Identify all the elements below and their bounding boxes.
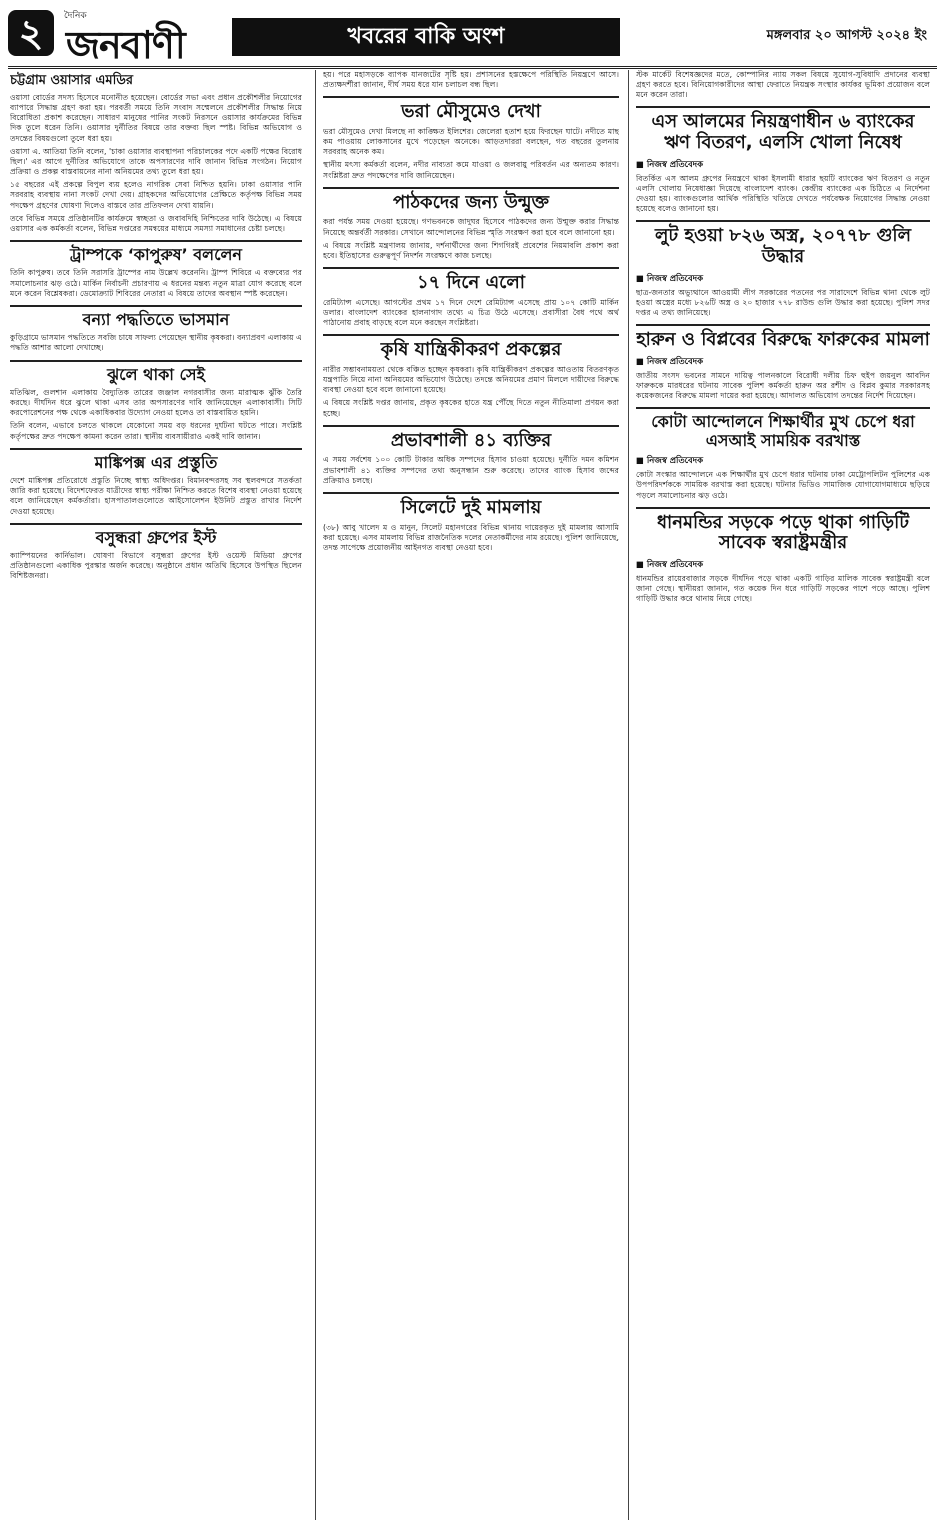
article <box>323 334 619 418</box>
article-byline: ■ নিজস্ব প্রতিবেদক <box>636 356 703 366</box>
article <box>323 492 619 553</box>
article <box>636 220 930 318</box>
article-paragraph: (৩৮) আবু খালেদ ম ও মানুন, সিলেট মহানগরের বিভিন্ন থানায় দায়েরকৃত দুই মামলায় আসামি করা হয়েছে। এসব মামলায় বিভিন্ন রাজনৈতিক দলের নেতাকর্মীদের নাম রয়েছে। পুলিশ জানিয়েছে, তদন্ত সাপেক্ষে প্রয়োজনীয় আইনগত ব্যবস্থা নেওয়া হবে। <box>323 522 619 552</box>
article-headline: বন্যা পদ্ধতিতে ভাসমান <box>82 309 230 329</box>
article-paragraph: তিনি কাপুরুষ। তবে তিনি সরাসরি ট্রাম্পের নাম উল্লেখ করেননি। ট্রাম্প শিবিরে এ বক্তব্যের পর সমালোচনার ঝড় ওঠে। মার্কিন নির্বাচনী প্রচারণায় এ ধরনের মন্তব্য নতুন মাত্রা যোগ করেছে বলে মনে করেন বিশ্লেষকরা। ডেমোক্র্যাট শিবিরের নেতারা এ বিষয়ে তাদের অবস্থান স্পষ্ট করেছেন। <box>10 268 302 298</box>
article-rule <box>323 267 619 269</box>
article <box>323 267 619 328</box>
article <box>636 407 930 500</box>
article-paragraph: কুড়িগ্রামে ভাসমান পদ্ধতিতে সবজি চাষে সাফল্য পেয়েছেন স্থানীয় কৃষকরা। বন্যাপ্রবণ এলাকায় এ পদ্ধতি আশার আলো দেখাচ্ছে। <box>10 333 302 353</box>
article-headline: ১৭ দিনে এলো <box>416 272 526 294</box>
article-rule <box>323 492 619 494</box>
article <box>10 360 302 442</box>
article <box>323 187 619 261</box>
column-3 <box>636 70 930 1520</box>
article-paragraph: তবে বিভিন্ন সময়ে প্রতিষ্ঠানটির কার্যক্রমে স্বচ্ছতা ও জবাবদিহি নিশ্চিতের দাবি উঠেছে। এ বিষয়ে ওয়াসার এক কর্মকর্তা বলেন, বিভিন্ন দপ্তরের সমন্বয়ের মাধ্যমে সমস্যা সমাধানের চেষ্টা চলছে। <box>10 213 302 233</box>
article-rule <box>636 324 930 326</box>
article-byline: ■ নিজস্ব প্রতিবেদক <box>636 158 703 169</box>
brand-name: জনবাণী <box>66 22 185 67</box>
article-paragraph: রেমিট্যান্স এসেছে। আগস্টের প্রথম ১৭ দিনে দেশে রেমিট্যান্স এসেছে প্রায় ১০৭ কোটি মার্কিন ডলার। বাংলাদেশ ব্যাংকের হালনাগাদ তথ্যে এ চিত্র উঠে এসেছে। প্রবাসীরা বৈধ পথে অর্থ পাঠানোয় প্রবাহ বাড়ছে বলে মনে করছেন সংশ্লিষ্টরা। <box>323 297 619 328</box>
article <box>636 507 930 605</box>
article-headline: কৃষি যান্ত্রিকীকরণ প্রকল্পের <box>380 339 562 361</box>
issue-date: মঙ্গলবার ২০ আগস্ট ২০২৪ ইং <box>766 28 927 43</box>
article-headline: প্রভাবশালী ৪১ ব্যক্তির <box>390 429 552 451</box>
article-paragraph: ছাত্র-জনতার অভ্যুত্থানে আওয়ামী লীগ সরকারের পতনের পর সারাদেশে বিভিন্ন থানা থেকে লুট হওয়া অস্ত্রের মধ্যে ৮২৬টি অস্ত্র ও ২০ হাজার ৭৭৮ রাউন্ড গুলি উদ্ধার করা হয়েছে। পুলিশ সদর দপ্তর এ তথ্য জানিয়েছে। <box>636 287 930 318</box>
article-paragraph: দেশে মাঙ্কিপক্স প্রতিরোধে প্রস্তুতি নিচ্ছে স্বাস্থ্য অধিদপ্তর। বিমানবন্দরসহ সব স্থলবন্দরে সতর্কতা জারি করা হয়েছে। বিদেশফেরত যাত্রীদের স্বাস্থ্য পরীক্ষা নিশ্চিত করতে বিশেষ ব্যবস্থা নেওয়া হয়েছে বলে জানিয়েছেন কর্মকর্তারা। হাসপাতালগুলোতে আইসোলেশন ইউনিট প্রস্তুত রাখার নির্দেশ দেওয়া হয়েছে। <box>10 476 302 516</box>
article-rule <box>323 334 619 336</box>
article <box>10 523 302 582</box>
article <box>10 448 302 517</box>
article <box>636 324 930 401</box>
article-rule <box>323 425 619 427</box>
column-divider <box>628 70 629 1520</box>
article-headline: ঝুলে থাকা সেই <box>107 364 205 384</box>
article-rule <box>636 106 930 108</box>
article-paragraph: তিনি বলেন, এভাবে চলতে থাকলে যেকোনো সময় বড় ধরনের দুর্ঘটনা ঘটতে পারে। সংশ্লিষ্ট কর্তৃপক্ষের দ্রুত পদক্ষেপ কামনা করেন তারা। স্থানীয় ব্যবসায়ীরাও একই দাবি জানান। <box>10 421 302 441</box>
article-paragraph: জাতীয় সংসদ ভবনের সামনে দায়িত্ব পালনকালে বিরোধী দলীয় চিফ হুইপ জয়নুল আবদিন ফারুককে মারধরের ঘটনায় সাবেক পুলিশ কর্মকর্তা হারুন অর রশীদ ও বিপ্লব কুমার সরকারসহ কয়েকজনের বিরুদ্ধে মামলা দায়ের করা হয়েছে। আদালত অভিযোগ তদন্তের নির্দেশ দিয়েছেন। <box>636 371 930 401</box>
article-headline: কোটা আন্দোলনে শিক্ষার্থীর মুখ চেপে ধরা এসআই সাময়িক বরখাস্ত <box>651 412 915 450</box>
article-headline: চট্টগ্রাম ওয়াসার এমডির <box>10 73 134 88</box>
article-paragraph: করা পর্যন্ত সময় দেওয়া হয়েছে। গণভবনকে জাদুঘর হিসেবে পাঠকদের জন্য উন্মুক্ত করার সিদ্ধান্ত নিয়েছে অন্তর্বর্তী সরকার। সেখানে আন্দোলনের বিভিন্ন স্মৃতি সংরক্ষণ করা হবে বলে জানানো হয়। <box>323 217 619 237</box>
article <box>10 240 302 299</box>
article-paragraph: স্থানীয় মৎস্য কর্মকর্তা বলেন, নদীর নাব্যতা কমে যাওয়া ও জলবায়ু পরিবর্তন এর অন্যতম কারণ। সংশ্লিষ্টরা দ্রুত পদক্ষেপের দাবি জানিয়েছেন। <box>323 160 619 180</box>
article-rule <box>10 523 302 525</box>
article <box>636 70 930 100</box>
newspaper-logo <box>60 8 222 67</box>
article-headline: ভরা মৌসুমেও দেখা <box>401 101 541 123</box>
article-paragraph: মতিঝিল, গুলশান এলাকায় বৈদ্যুতিক তারের জঞ্জাল নগরবাসীর জন্য মারাত্মক ঝুঁকি তৈরি করছে। দীর্ঘদিন ধরে ঝুলে থাকা এসব তার অপসারণের দাবি জানিয়েছেন এলাকাবাসী। সিটি করপোরেশনের পক্ষ থেকে একাধিকবার উদ্যোগ নেওয়া হলেও তা বাস্তবায়িত হয়নি। <box>10 387 302 418</box>
article-rule <box>10 360 302 362</box>
article <box>323 425 619 486</box>
article-paragraph: কোটা সংস্কার আন্দোলনে এক শিক্ষার্থীর মুখ চেপে ধরার ঘটনায় ঢাকা মেট্রোপলিটন পুলিশের এক উপপরিদর্শককে সাময়িক বরখাস্ত করা হয়েছে। ঘটনার ভিডিও সামাজিক যোগাযোগমাধ্যমে ছড়িয়ে পড়লে সমালোচনার ঝড় ওঠে। <box>636 470 930 500</box>
article-rule <box>636 407 930 409</box>
article-rule <box>636 220 930 222</box>
article-rule <box>323 96 619 98</box>
brand-small-label: দৈনিক <box>64 11 87 21</box>
article-headline: বসুন্ধরা গ্রুপের ইস্ট <box>95 527 217 547</box>
article-paragraph: ১৫ বছরের এই প্রকল্পে বিপুল ব্যয় হলেও নাগরিক সেবা নিশ্চিত হয়নি। ঢাকা ওয়াসার পানি সরবরাহ ব্যবস্থায় নানা সংকট দেখা দেয়। গ্রাহকদের অভিযোগের প্রেক্ষিতে কর্তৃপক্ষ বিভিন্ন সময় পদক্ষেপ গ্রহণের ঘোষণা দিলেও বাস্তবে তার প্রতিফলন দেখা যায়নি। <box>10 180 302 210</box>
article-paragraph: ক্যাম্পিয়নের কার্নিভাল। ঘোষণা বিভাগে বসুন্ধরা গ্রুপের ইস্ট ওয়েস্ট মিডিয়া গ্রুপের প্রতিষ্ঠানগুলো একাধিক পুরস্কার অর্জন করেছে। অনুষ্ঠানে প্রধান অতিথি হিসেবে উপস্থিত ছিলেন বিশিষ্টজনরা। <box>10 551 302 581</box>
article-headline: ট্রাম্পকে ‘কাপুরুষ’ বললেন <box>70 244 242 264</box>
article-paragraph: ধানমন্ডির রায়েরবাজার সড়কে দীর্ঘদিন পড়ে থাকা একটি গাড়ির মালিক সাবেক স্বরাষ্ট্রমন্ত্রী বলে জানা গেছে। স্থানীয়রা জানান, গত কয়েক দিন ধরে গাড়িটি সড়কের পাশে পড়ে আছে। পুলিশ গাড়িটি উদ্ধার করে থানায় নিয়ে গেছে। <box>636 574 930 604</box>
article <box>10 305 302 354</box>
column-1 <box>10 70 302 1520</box>
article-paragraph: স্টক মার্কেট বিশেষজ্ঞদের মতে, কোম্পানির ন্যায় সকল বিষয়ে সুযোগ-সুবিধাদি প্রদানের ব্যবস্থা গ্রহণ করতে হবে। বিনিয়োগকারীদের আস্থা ফেরাতে নিয়ন্ত্রক সংস্থার কার্যকর ভূমিকা প্রয়োজন বলে মনে করেন তারা। <box>636 70 930 100</box>
article-paragraph: ওয়াসা বোর্ডের সদস্য হিসেবে মনোনীত হয়েছেন। বোর্ডের সভা এবং প্রধান প্রকৌশলীর নিয়োগের ব্যাপারে সিদ্ধান্ত গ্রহণ করা হয়। পরবর্তী সময়ে তিনি সংবাদ সম্মেলনে প্রকৌশলীর সিদ্ধান্ত নিয়ে বিরোধিতা প্রকাশ করেছেন। সাধারণ মানুষের পানির সংকট নিরসনে ওয়াসার কার্যক্রমের বিভিন্ন দিক তুলে ধরেন তিনি। ওয়াসার দুর্নীতির বিষয়ে তার বক্তব্য ছিল স্পষ্ট। বিভিন্ন অভিযোগ ও তদন্তের বিষয়গুলো তুলে ধরা হয়। <box>10 92 302 143</box>
page-number: ২ <box>8 10 54 56</box>
article-headline: লুট হওয়া ৮২৬ অস্ত্র, ২০৭৭৮ গুলি উদ্ধার <box>655 225 911 268</box>
article-headline: এস আলমের নিয়ন্ত্রণাধীন ৬ ব্যাংকের ঋণ বিতরণ, এলসি খোলা নিষেধ <box>651 111 915 154</box>
article <box>323 96 619 180</box>
section-title: খবরের বাকি অংশ <box>232 18 620 56</box>
article-paragraph: এ বিষয়ে সংশ্লিষ্ট মন্ত্রণালয় জানায়, দর্শনার্থীদের জন্য শিগগিরই প্রবেশের নিয়মাবলি প্রকাশ করা হবে। ইতিহাসের গুরুত্বপূর্ণ নিদর্শন সংরক্ষণে কাজ চলছে। <box>323 240 619 260</box>
article-paragraph: এ বিষয়ে সংশ্লিষ্ট দপ্তর জানায়, প্রকৃত কৃষকের হাতে যন্ত্র পৌঁছে দিতে নতুন নীতিমালা প্রণয়ন করা হচ্ছে। <box>323 398 619 418</box>
article-byline: ■ নিজস্ব প্রতিবেদক <box>636 455 703 466</box>
article-byline: ■ নিজস্ব প্রতিবেদক <box>636 272 703 283</box>
article-rule <box>10 448 302 450</box>
article <box>636 106 930 214</box>
article-byline: ■ নিজস্ব প্রতিবেদক <box>636 559 703 570</box>
article-headline: হারুন ও বিপ্লবের বিরুদ্ধে ফারুকের মামলা <box>636 329 930 351</box>
article-headline: পাঠকদের জন্য উন্মুক্ত <box>393 191 549 213</box>
article-headline: ধানমন্ডির সড়কে পড়ে থাকা গাড়িটি সাবেক স্বরাষ্ট্রমন্ত্রীর <box>656 511 910 554</box>
article-rule <box>10 305 302 307</box>
article-paragraph: ওয়াসা এ. আতিয়া তিনি বলেন, 'চাকা ওয়াসার ব্যবস্থাপনা পরিচালকের পদে একটি পক্ষের বিরোধ ছিল।' এর আগে দুর্নীতির অভিযোগে তাকে অপসারণের দাবি জানান বিভিন্ন সংগঠন। নিয়োগ প্রক্রিয়া ও প্রকল্প বাস্তবায়নের নানা অনিয়মের তথ্য তুলে ধরা হয়। <box>10 146 302 177</box>
article-headline: মাঙ্কিপক্স এর প্রস্তুতি <box>94 452 218 472</box>
article-paragraph: ভরা মৌসুমেও দেখা মিলছে না কাঙ্ক্ষিত ইলিশের। জেলেরা হতাশ হয়ে ফিরছেন ঘাটে। নদীতে মাছ কম পাওয়ায় লোকসানের মুখে পড়েছেন অনেকে। আড়তদাররা বলছেন, গত বছরের তুলনায় সরবরাহ অনেক কম। <box>323 127 619 157</box>
article-paragraph: এ সময় সর্বশেষ ১০০ কোটি টাকার অধিক সম্পদের হিসাব চাওয়া হয়েছে। দুর্নীতি দমন কমিশন প্রভাবশালী ৪১ ব্যক্তির সম্পদের তথ্য অনুসন্ধান শুরু করেছে। তাদের ব্যাংক হিসাব জব্দের প্রক্রিয়াও চলছে। <box>323 455 619 485</box>
column-2 <box>323 70 619 1520</box>
article-paragraph: হয়। পরে মহাসড়কে ব্যাপক যানজটের সৃষ্টি হয়। প্রশাসনের হস্তক্ষেপে পরিস্থিতি নিয়ন্ত্রণে আসে। প্রত্যক্ষদর্শীরা জানান, দীর্ঘ সময় ধরে যান চলাচল বন্ধ ছিল। <box>323 70 619 90</box>
article-rule <box>323 187 619 189</box>
article <box>323 70 619 90</box>
masthead <box>8 8 937 69</box>
article-rule <box>10 240 302 242</box>
article-headline: সিলেটে দুই মামলায় <box>400 496 542 518</box>
column-divider <box>315 70 316 1520</box>
article-rule <box>636 507 930 509</box>
article <box>10 74 302 234</box>
article-paragraph: বিতর্কিত এস আলম গ্রুপের নিয়ন্ত্রণে থাকা ইসলামী ধারার ছয়টি ব্যাংকের ঋণ বিতরণ ও নতুন এলসি খোলায় নিষেধাজ্ঞা দিয়েছে বাংলাদেশ ব্যাংক। কেন্দ্রীয় ব্যাংকের এক চিঠিতে এ নির্দেশনা দেওয়া হয়। ব্যাংকগুলোর আর্থিক পরিস্থিতি খতিয়ে দেখতে পর্যবেক্ষক নিয়োগের সিদ্ধান্ত নেওয়া হয়েছে বলেও জানানো হয়। <box>636 173 930 214</box>
article-paragraph: নারীর সম্ভাবনাময়তা থেকে বঞ্চিত হচ্ছেন কৃষকরা। কৃষি যান্ত্রিকীকরণ প্রকল্পের আওতায় বিতরণকৃত যন্ত্রপাতি নিয়ে নানা অনিয়মের অভিযোগ উঠেছে। তদন্তে অনিয়মের প্রমাণ মিললে দায়ীদের বিরুদ্ধে ব্যবস্থা নেওয়া হবে বলে জানানো হয়েছে। <box>323 364 619 395</box>
